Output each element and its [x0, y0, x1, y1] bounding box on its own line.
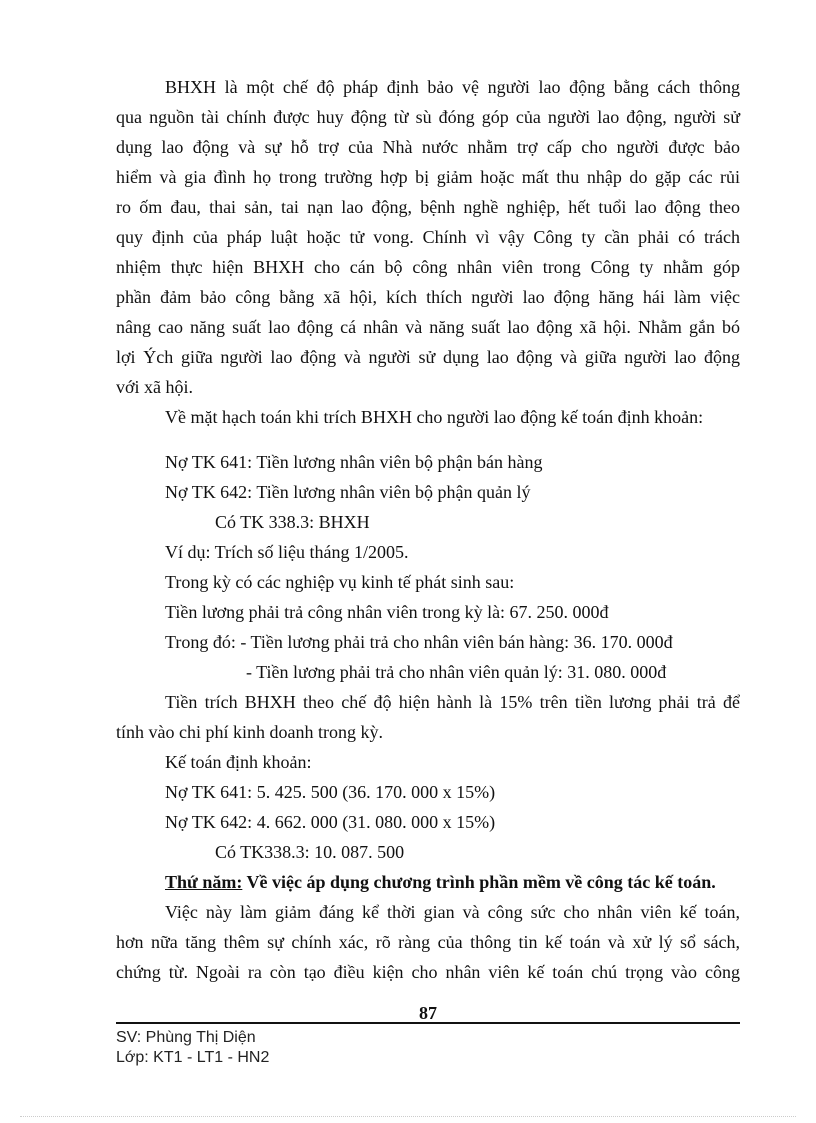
- footer-class: Lớp: KT1 - LT1 - HN2: [116, 1049, 270, 1066]
- paragraph-line: qua nguồn tài chính được huy động từ sù đóng góp của người lao động, người sử: [116, 107, 740, 127]
- period-operations: Trong kỳ có các nghiệp vụ kinh tế phát sinh sau:: [165, 572, 515, 592]
- calc-entry-641: Nợ TK 641: 5. 425. 500 (36. 170. 000 x 15%): [165, 782, 496, 802]
- section-title: Về việc áp dụng chương trình phần mềm về công tác kế toán.: [242, 872, 716, 892]
- paragraph-line: phần đảm bảo công bằng xã hội, kích thích người lao động hăng hái làm việc: [116, 287, 740, 307]
- paragraph-line: nhiệm thực hiện BHXH cho cán bộ công nhân viên trong Công ty nhằm góp: [116, 257, 740, 277]
- section-label: Thứ năm:: [165, 872, 243, 892]
- paragraph-line: hơn nữa tăng thêm sự chính xác, rõ ràng của thông tin kế toán và xử lý sổ sách,: [116, 932, 740, 952]
- paragraph-line: chứng từ. Ngoài ra còn tạo điều kiện cho nhân viên kế toán chú trọng vào công: [116, 962, 740, 982]
- example-line: Ví dụ: Trích số liệu tháng 1/2005.: [165, 542, 409, 562]
- calc-entry-338: Có TK338.3: 10. 087. 500: [215, 842, 405, 862]
- accounting-intro: Về mặt hạch toán khi trích BHXH cho người lao động kế toán định khoản:: [165, 407, 704, 427]
- section-heading: [116, 867, 740, 897]
- breakdown-management: - Tiền lương phải trả cho nhân viên quản lý: 31. 080. 000đ: [246, 662, 667, 682]
- paragraph-line: tính vào chi phí kinh doanh trong kỳ.: [116, 722, 383, 742]
- paragraph-line: lợi Ých giữa người lao động và người sử dụng lao động và giữa người lao động: [116, 347, 740, 367]
- paragraph-line: Việc này làm giảm đáng kể thời gian và công sức cho nhân viên kế toán,: [165, 902, 740, 922]
- breakdown-sales: Trong đó: - Tiền lương phải trả cho nhân viên bán hàng: 36. 170. 000đ: [165, 632, 673, 652]
- page-number: 87: [419, 1003, 437, 1023]
- journal-entry-338: Có TK 338.3: BHXH: [215, 512, 370, 532]
- footer-student: SV: Phùng Thị Diện: [116, 1029, 256, 1046]
- paragraph-line: với xã hội.: [116, 377, 194, 397]
- paragraph-line: ro ốm đau, thai sản, tai nạn lao động, bệnh nghề nghiệp, hết tuổi lao động theo: [116, 197, 740, 217]
- paragraph-line: hiểm và gia đình họ trong trường hợp bị giảm hoặc mất thu nhập do gặp các rủi: [116, 167, 740, 187]
- journal-entry-641: Nợ TK 641: Tiền lương nhân viên bộ phận bán hàng: [165, 452, 543, 472]
- paragraph-line: quy định của pháp luật hoặc tử vong. Chính vì vậy Công ty cần phải có trách: [116, 227, 740, 247]
- page-edge-divider: [20, 1116, 796, 1117]
- paragraph-line: BHXH là một chế độ pháp định bảo vệ người lao động bằng cách thông: [165, 77, 740, 97]
- footer-divider: [116, 1022, 740, 1024]
- total-salary: Tiền lương phải trả công nhân viên trong kỳ là: 67. 250. 000đ: [165, 602, 609, 622]
- paragraph-line: nâng cao năng suất lao động cá nhân và năng suất lao động xã hội. Nhằm gắn bó: [116, 317, 740, 337]
- entry-title: Kế toán định khoản:: [165, 752, 312, 772]
- calc-entry-642: Nợ TK 642: 4. 662. 000 (31. 080. 000 x 15%): [165, 812, 496, 832]
- paragraph-line: dụng lao động và sự hỗ trợ của Nhà nước nhằm trợ cấp cho người được bảo: [116, 137, 740, 157]
- journal-entry-642: Nợ TK 642: Tiền lương nhân viên bộ phận quản lý: [165, 482, 531, 502]
- document-body: [116, 72, 740, 987]
- paragraph-line: Tiền trích BHXH theo chế độ hiện hành là 15% trên tiền lương phải trả để: [165, 692, 740, 712]
